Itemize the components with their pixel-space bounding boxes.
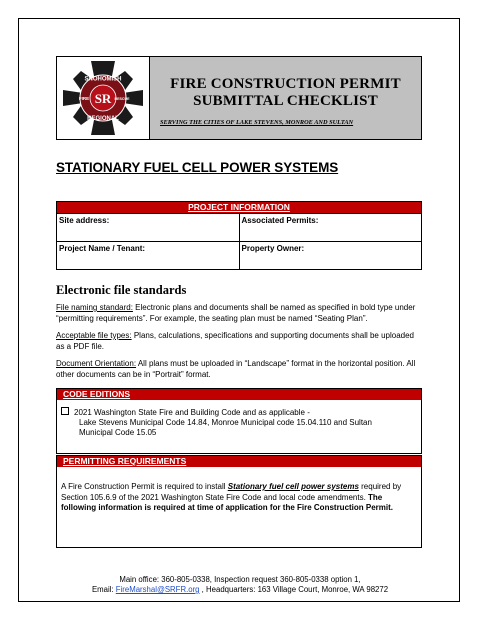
file-naming-label: File naming standard: bbox=[56, 303, 133, 312]
code-editions-text bbox=[61, 407, 411, 438]
code-checkbox[interactable] bbox=[61, 407, 69, 415]
code-editions-heading: CODE EDITIONS bbox=[57, 389, 421, 400]
logo-left-text: FIRE bbox=[78, 96, 90, 101]
site-address-field[interactable]: Site address: bbox=[59, 216, 110, 225]
project-info-row-1 bbox=[57, 213, 421, 241]
header-title-line1: FIRE CONSTRUCTION PERMIT bbox=[170, 76, 401, 92]
logo-cell bbox=[57, 57, 150, 139]
code-line-1: 2021 Washington State Fire and Building Code and as applicable - bbox=[74, 408, 310, 417]
electronic-standards-heading: Electronic file standards bbox=[56, 283, 187, 297]
title-cell bbox=[150, 57, 421, 139]
logo-top-text: SNOHOMISH bbox=[84, 76, 122, 83]
orientation-label: Document Orientation: bbox=[56, 359, 137, 368]
footer-email-link[interactable]: FireMarshal@SRFR.org bbox=[115, 585, 200, 594]
serving-cities-text: SERVING THE CITIES OF LAKE STEVENS, MONROE AND SULTAN bbox=[160, 119, 354, 126]
permitting-requirements-box bbox=[56, 455, 422, 548]
footer-email-prefix: Email: bbox=[91, 585, 116, 594]
permit-text-emphasis: Stationary fuel cell power systems bbox=[227, 482, 359, 491]
footer-line-1: Main office: 360-805-0338, Inspection request 360-805-0338 option 1, bbox=[119, 575, 361, 584]
file-naming-text: Electronic plans and documents shall be named as specified in bold type under “permitting requirements”. For example, the seating plan must be named “Seating Plan”. bbox=[56, 303, 416, 323]
file-types-paragraph bbox=[56, 330, 422, 352]
orientation-text: All plans must be uploaded in “Landscape” format in the horizontal position. All other documents can be in “Portrait” format. bbox=[56, 359, 416, 379]
file-types-text: Plans, calculations, specifications and supporting documents shall be uploaded as a PDF file. bbox=[56, 331, 415, 351]
file-naming-paragraph bbox=[56, 302, 422, 324]
fire-department-logo bbox=[57, 57, 149, 139]
orientation-paragraph bbox=[56, 358, 422, 380]
code-line-3: Municipal Code 15.05 bbox=[79, 428, 157, 437]
logo-bottom-text: REGIONAL bbox=[87, 116, 119, 122]
logo-right-text: RESCUE bbox=[114, 97, 130, 101]
permit-text-b: required by Section 105.6.9 of the 2021 Washington State Fire Code and local code amendments. bbox=[61, 482, 402, 502]
code-line-2: Lake Stevens Municipal Code 14.84, Monroe Municipal code 15.04.110 and Sultan bbox=[79, 418, 372, 427]
permitting-requirements-heading: PERMITTING REQUIREMENTS bbox=[57, 456, 421, 467]
permit-text-bold: The following information is required at time of application for the Fire Construction Permit. bbox=[61, 492, 394, 512]
footer-line-2 bbox=[0, 585, 480, 594]
project-information-table bbox=[56, 201, 422, 270]
logo-monogram: SR bbox=[94, 91, 112, 106]
footer-headquarters: , Headquarters: 163 Village Court, Monroe, WA 98272 bbox=[199, 585, 389, 594]
project-information-heading: PROJECT INFORMATION bbox=[57, 202, 421, 213]
permit-text-a: A Fire Construction Permit is required to install bbox=[61, 482, 228, 491]
permitting-text bbox=[61, 482, 417, 514]
document-title: STATIONARY FUEL CELL POWER SYSTEMS bbox=[56, 160, 339, 175]
header-box bbox=[56, 56, 422, 140]
code-editions-box bbox=[56, 388, 422, 454]
header-title-line2: SUBMITTAL CHECKLIST bbox=[193, 93, 378, 109]
file-types-label: Acceptable file types: bbox=[56, 331, 132, 340]
project-info-row-2 bbox=[57, 241, 421, 269]
property-owner-field[interactable]: Property Owner: bbox=[239, 242, 422, 269]
project-name-field[interactable]: Project Name / Tenant: bbox=[59, 244, 146, 253]
associated-permits-field[interactable]: Associated Permits: bbox=[239, 214, 422, 241]
